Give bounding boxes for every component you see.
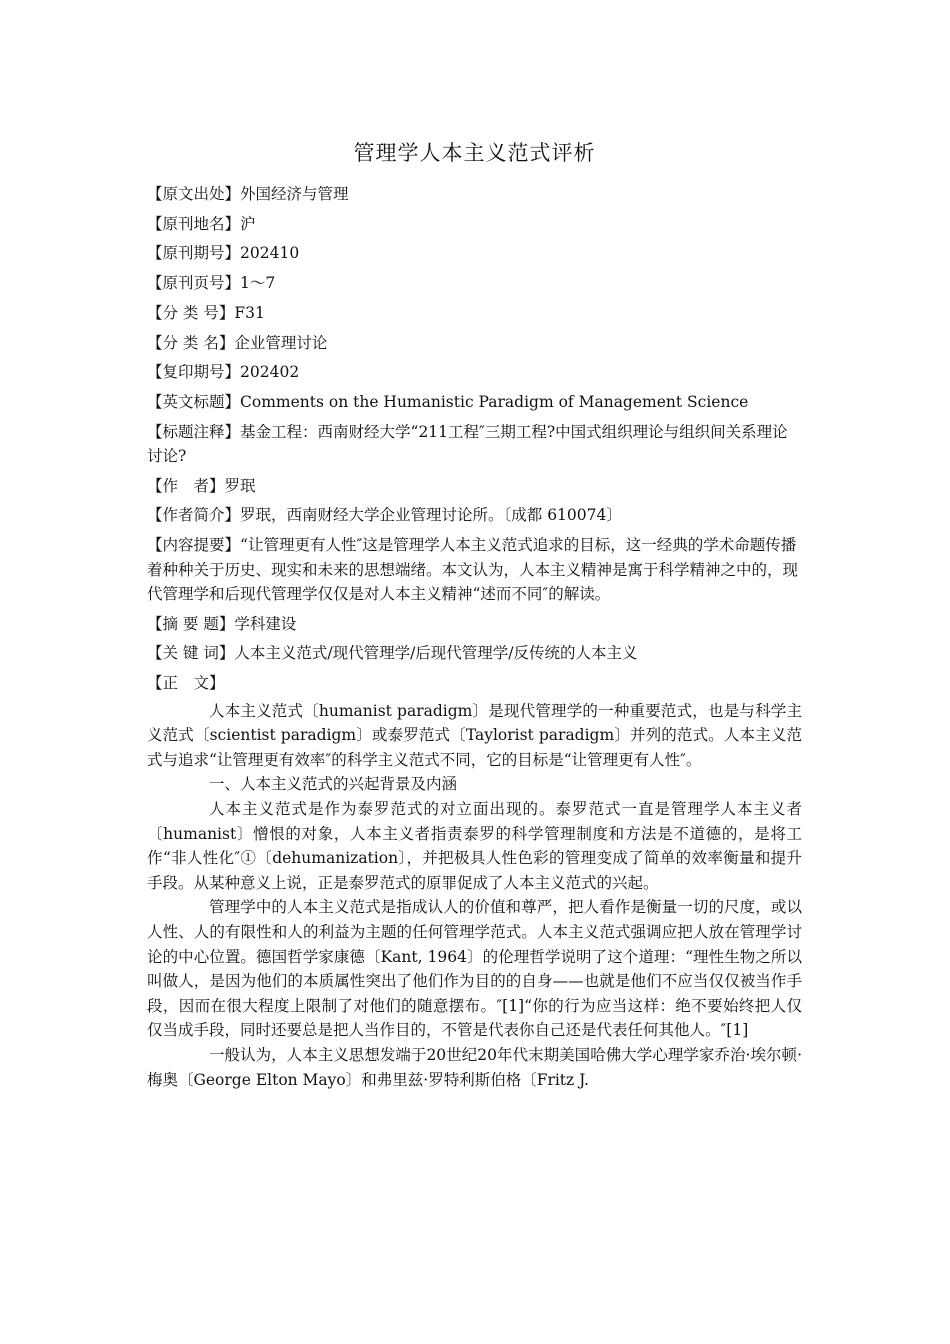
meta-value: 罗珉 [224,476,256,495]
meta-value: 202402 [240,363,300,382]
meta-label: 【摘 要 题】 [147,614,235,633]
meta-value: 1～7 [240,274,276,293]
body-paragraph-2: 人本主义范式是作为泰罗范式的对立面出现的。泰罗范式一直是管理学人本主义者〔humanist〕憎恨的对象，人本主义者指责泰罗的科学管理制度和方法是不道德的，是将工作“非人性化″①〔dehumanization〕，并把极具人性色彩的管理变成了简单的效率衡量和提升手段。从某种意义上说，正是泰罗范式的原罪促成了人本主义范式的兴起。 [147,800,802,892]
meta-value: 企业管理讨论 [234,333,328,352]
meta-source [147,180,802,210]
section-heading-1: 一、人本主义范式的兴起背景及内涵 [209,775,458,794]
meta-class-name [147,329,802,359]
meta-abstract [147,533,802,607]
meta-issue [147,239,802,269]
document-page [147,138,802,1092]
meta-label: 【复印期号】 [147,363,241,382]
meta-value: 外国经济与管理 [240,185,349,203]
meta-class-number [147,299,802,329]
meta-value: 基金工程：西南财经大学“211工程″三期工程?中国式组织理论与组织间关系理论讨论? [147,422,788,466]
meta-value: 人本主义范式/现代管理学/后现代管理学/反传统的人本主义 [234,644,638,663]
meta-label: 【正 文】 [147,673,225,692]
body-paragraph-4: 一般认为，人本主义思想发端于20世纪20年代末期美国哈佛大学心理学家乔治·埃尔顿·梅奥〔George Elton Mayo〕和弗里兹·罗特利斯伯格〔Fritz J. [147,1045,802,1089]
meta-author-bio [147,501,802,531]
body-paragraph-3: 管理学中的人本主义范式是指成认人的价值和尊严，把人看作是衡量一切的尺度，或以人性、人的有限性和人的利益为主题的任何管理学范式。人本主义范式强调应把人放在管理学讨论的中心位置。德国哲学家康德〔Kant, 1964〕的伦理哲学说明了这个道理：“理性生物之所以叫做人，是因为他们的本质属性突出了他们作为目的的自身——也就是他们不应当仅仅被当作手段，因而在很大程度上限制了对他们的随意摆布。″[1]“你的行为应当这样：绝不要始终把人仅仅当成手段，同时还要总是把人当作目的，不管是代表你自己还是代表任何其他人。″[1] [147,898,802,1040]
meta-value: 沪 [240,214,256,233]
meta-label: 【作 者】 [147,476,225,495]
meta-value: “让管理更有人性″这是管理学人本主义范式追求的目标，这一经典的学术命题传播着种种关于历史、现实和未来的思想端绪。本文认为，人本主义精神是寓于科学精神之中的，现代管理学和后现代管理学仅仅是对人本主义精神“述而不同″的解读。 [147,536,799,604]
meta-reprint-issue [147,358,802,388]
meta-english-title [147,388,802,418]
meta-label: 【分 类 名】 [147,333,235,352]
meta-label: 【原刊期号】 [147,244,241,263]
meta-label: 【原刊地名】 [147,214,241,233]
meta-label: 【标题注释】 [147,422,241,441]
meta-label: 【英文标题】 [147,392,241,411]
meta-value: Comments on the Humanistic Paradigm of Management Science [240,392,749,411]
meta-value: F31 [234,303,265,322]
meta-body-label [147,669,802,699]
meta-keywords [147,639,802,669]
meta-subject [147,610,802,640]
document-title: 管理学人本主义范式评析 [353,141,596,165]
meta-pages [147,269,802,299]
meta-value: 202410 [240,244,300,263]
meta-label: 【内容提要】 [147,536,241,555]
meta-title-note [147,420,802,469]
meta-label: 【作者简介】 [147,506,241,525]
meta-label: 【原文出处】 [147,185,241,203]
meta-label: 【分 类 号】 [147,303,235,322]
meta-place [147,210,802,240]
meta-label: 【关 键 词】 [147,644,235,663]
body-paragraph-1: 人本主义范式〔humanist paradigm〕是现代管理学的一种重要范式，也是与科学主义范式〔scientist paradigm〕或泰罗范式〔Taylorist paradigm〕并列的范式。人本主义范式与追求“让管理更有效率″的科学主义范式不同，它的目标是“让管理更有人性″。 [147,701,802,769]
meta-author [147,472,802,502]
meta-label: 【原刊页号】 [147,274,241,293]
meta-value: 学科建设 [234,614,297,633]
meta-value: 罗珉，西南财经大学企业管理讨论所。〔成都 610074〕 [240,506,622,525]
